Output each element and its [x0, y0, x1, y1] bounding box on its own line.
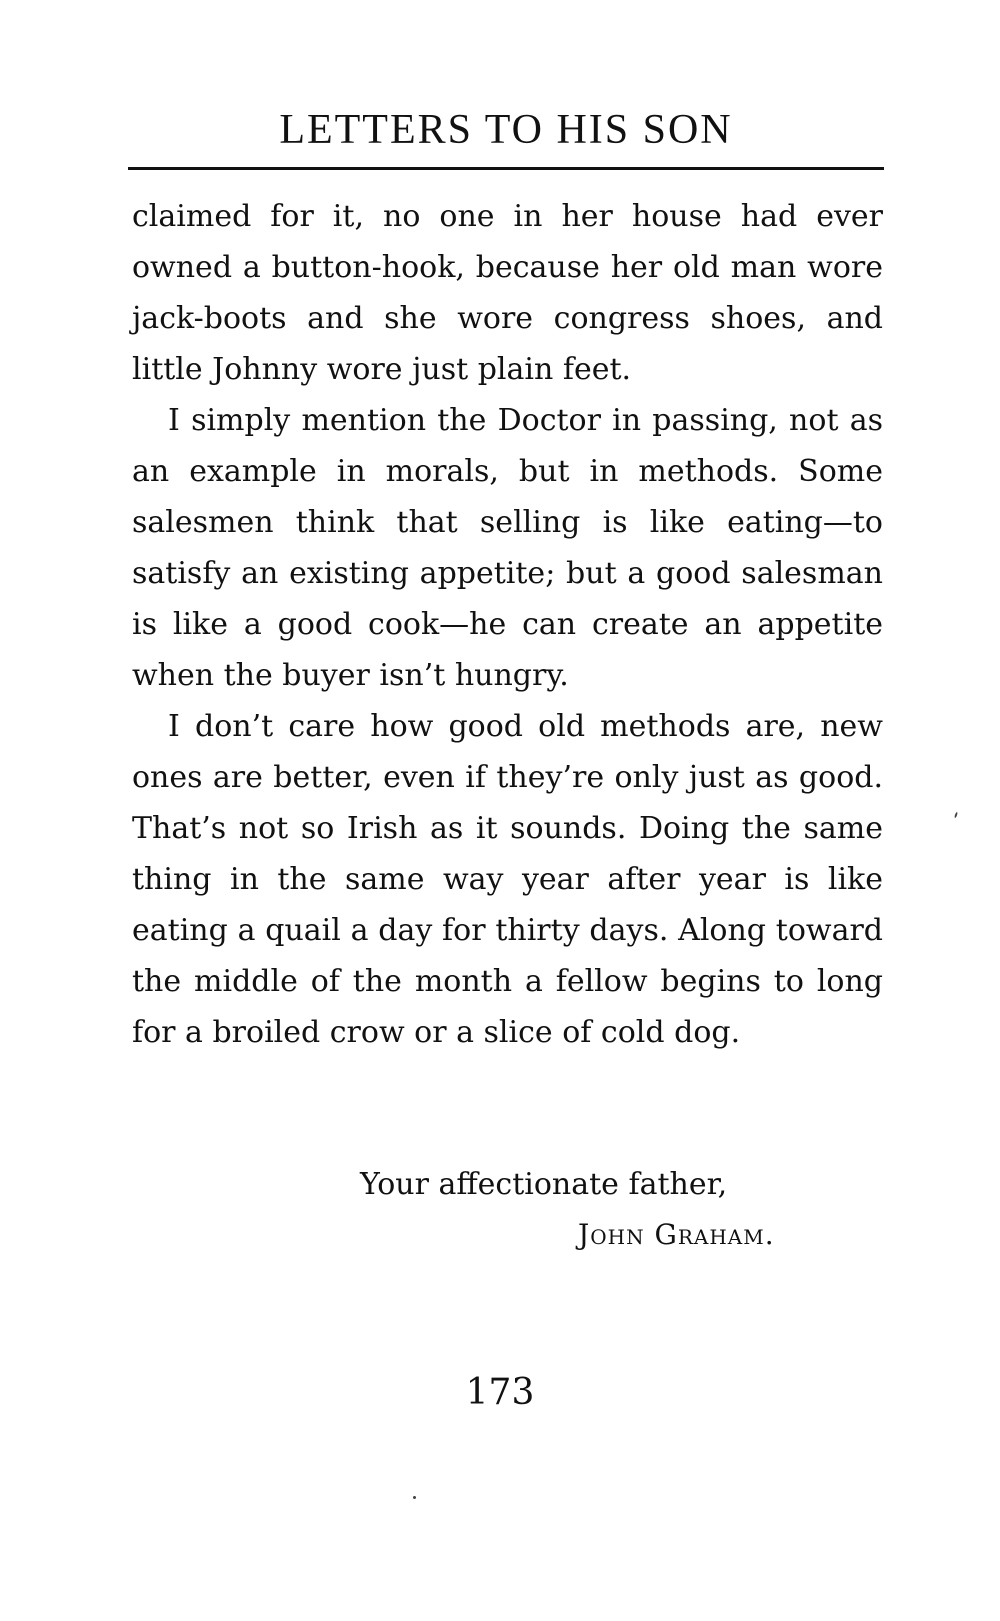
print-speck [413, 1496, 416, 1499]
letter-body [132, 191, 883, 1058]
print-speck [954, 812, 958, 818]
page-number: 173 [465, 1372, 535, 1413]
paragraph-2: I simply mention the Doctor in passing, not as an example in morals, but in methods. Some salesmen think that selling is like eating—to satisfy an existing appetite; but a good salesman is like a good cook—he can create an appetite when the buyer isn’t hungry. [132, 403, 883, 693]
paragraph-3: I don’t care how good old methods are, new ones are better, even if they’re only just as good. That’s not so Irish as it sounds. Doing the same thing in the same way year after year is like eating a quail a day for thirty days. Along toward the middle of the month a fellow begins to long for a broiled crow or a slice of cold dog. [132, 709, 883, 1050]
signature: John Graham. [578, 1218, 775, 1251]
running-head: LETTERS TO HIS SON [279, 107, 733, 153]
header-rule [128, 167, 884, 170]
closing-salutation: Your affectionate father, [360, 1167, 728, 1202]
paragraph-1: claimed for it, no one in her house had ever owned a button-hook, because her old man wore jack-boots and she wore congress shoes, and little Johnny wore just plain feet. [132, 199, 883, 387]
